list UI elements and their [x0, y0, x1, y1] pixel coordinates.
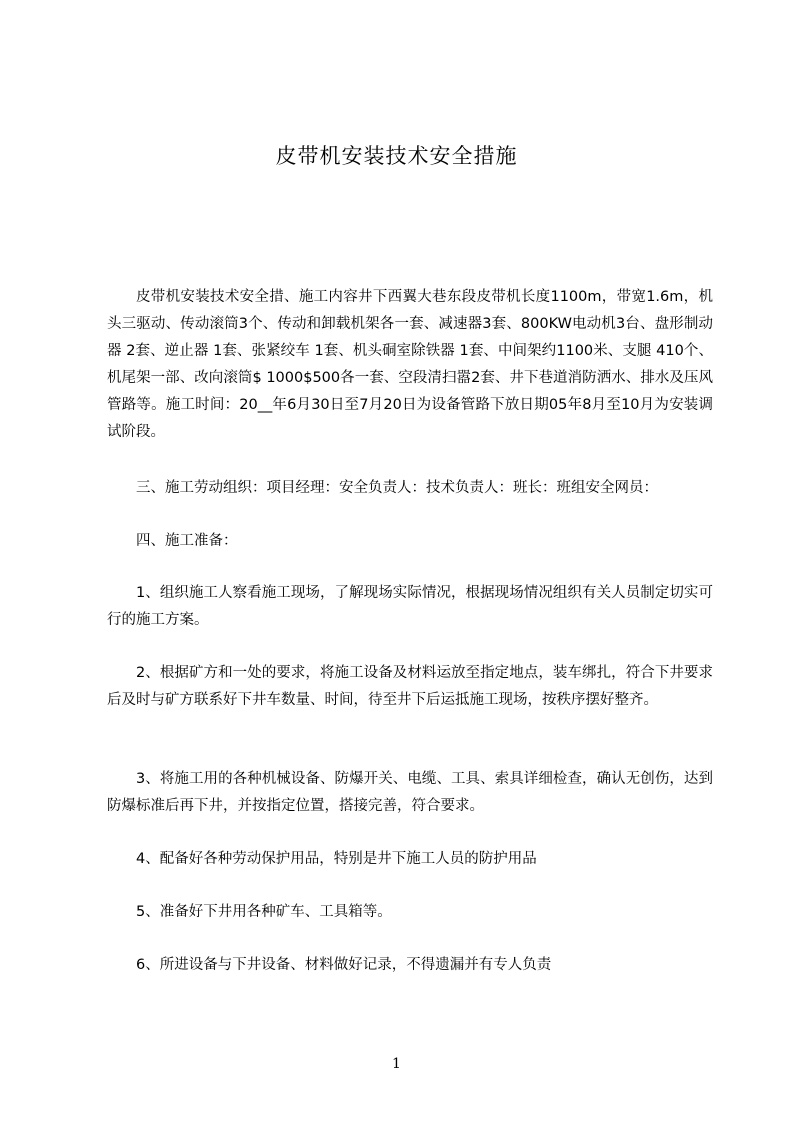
intro-paragraph: 皮带机安装技术安全措、施工内容井下西翼大巷东段皮带机长度1100m，带宽1.6m，机头三驱动、传动滚筒3个、传动和卸载机架各一套、减速器3套、800KW电动机3台、盘形制动器 2套、逆止器 1套、张紧绞车 1套、机头硐室除铁器 1套、中间架约1100米、支腿 410个、机尾架一部、改向滚筒$ 1000$500各一套、空段清扫嚣2套、井下巷道消防洒水、排水及压风管路等。施工时间：20__年6月30日至7月20日为设备管路下放日期05年8月至10月为安装调试阶段。	[107, 289, 713, 440]
document-title: 皮带机安装技术安全措施	[275, 144, 518, 168]
list-item-1: 1、组织施工人察看施工现场，了解现场实际情况，根据现场情况组织有关人员制定切实可行的施工方案。	[107, 585, 713, 628]
list-item-6: 6、所进设备与下井设备、材料做好记录，不得遗漏并有专人负责	[136, 957, 552, 973]
list-item-4: 4、配备好各种劳动保护用品，特别是井下施工人员的防护用品	[136, 851, 537, 867]
list-item-5: 5、准备好下井用各种矿车、工具箱等。	[136, 904, 392, 920]
list-item-2: 2、根据矿方和一处的要求，将施工设备及材料运放至指定地点，装车绑扎，符合下井要求后及时与矿方联系好下井车数量、时间，待至井下后运抵施工现场，按秩序摆好整齐。	[107, 665, 713, 708]
list-item-3: 3、将施工用的各种机械设备、防爆开关、电缆、工具、索具详细检查，确认无创伤，达到防爆标准后再下井，并按指定位置，搭接完善，符合要求。	[107, 771, 713, 814]
page-number: 1	[392, 1056, 401, 1072]
section-4-heading: 四、施工准备：	[136, 533, 238, 549]
section-3-labor-organization: 三、施工劳动组织：项目经理：安全负责人：技术负责人：班长：班组安全网员：	[136, 480, 658, 496]
